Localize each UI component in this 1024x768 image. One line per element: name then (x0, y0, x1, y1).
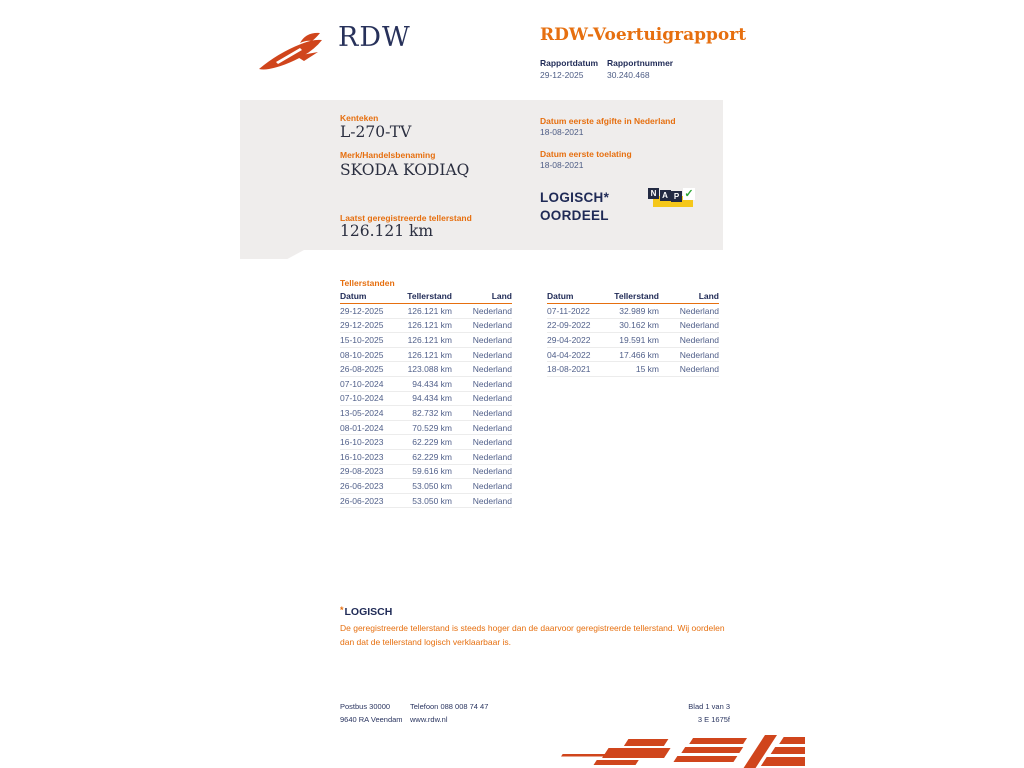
table-row (340, 435, 512, 450)
cell-land: Nederland (679, 349, 719, 360)
cell-datum: 08-10-2025 (340, 349, 384, 360)
table-row (340, 319, 512, 334)
cell-tellerstand: 32.989 km (619, 305, 659, 316)
kenteken-label: Kenteken (340, 113, 379, 123)
cell-tellerstand: 123.088 km (407, 364, 452, 375)
footer-website[interactable]: www.rdw.nl (410, 715, 448, 724)
col-header-land: Land (698, 291, 719, 301)
cell-tellerstand: 19.591 km (619, 334, 659, 345)
cell-land: Nederland (472, 393, 512, 404)
cell-tellerstand: 59.616 km (412, 466, 452, 477)
nap-checkmark-icon: ✓ (684, 188, 694, 200)
merk-value: SKODA KODIAQ (340, 161, 470, 179)
cell-datum: 16-10-2023 (340, 451, 384, 462)
table-row (340, 465, 512, 480)
tellerstanden-table-left (340, 291, 512, 508)
cell-land: Nederland (472, 466, 512, 477)
cell-land: Nederland (472, 422, 512, 433)
table-row (547, 362, 719, 377)
cell-tellerstand: 30.162 km (619, 320, 659, 331)
cell-datum: 18-08-2021 (547, 364, 591, 375)
nap-letter-n: N (648, 188, 659, 199)
cell-land: Nederland (472, 480, 512, 491)
logisch-footnote-text: De geregistreerde tellerstand is steeds hoger dan de daarvoor geregistreerde tellerstand. Wij oordelen dan dat de tellerstand logisch verklaarbaar is. (340, 623, 725, 647)
nap-letter-a: A (660, 190, 671, 201)
table-header-row (547, 291, 719, 304)
oordeel-line1: LOGISCH* (540, 190, 610, 205)
cell-tellerstand: 62.229 km (412, 451, 452, 462)
cell-land: Nederland (472, 407, 512, 418)
tellerstanden-table-right (547, 291, 719, 377)
laatst-tellerstand-value: 126.121 km (340, 222, 434, 240)
eerste-afgifte-label: Datum eerste afgifte in Nederland (540, 116, 676, 126)
cell-land: Nederland (679, 320, 719, 331)
cell-land: Nederland (472, 305, 512, 316)
table-row (547, 319, 719, 334)
col-header-datum: Datum (340, 291, 367, 301)
cell-land: Nederland (472, 437, 512, 448)
table-row (340, 421, 512, 436)
report-number-value: 30.240.468 (607, 70, 650, 80)
cell-land: Nederland (472, 364, 512, 375)
cell-datum: 07-10-2024 (340, 393, 384, 404)
cell-datum: 07-11-2022 (547, 305, 590, 316)
footer-phone: Telefoon 088 008 74 47 (410, 702, 489, 711)
cell-land: Nederland (679, 305, 719, 316)
rdw-logo-text: RDW (338, 22, 411, 53)
cell-datum: 13-05-2024 (340, 407, 384, 418)
table-row (547, 348, 719, 363)
cell-datum: 16-10-2023 (340, 437, 384, 448)
table-row (340, 377, 512, 392)
cell-tellerstand: 53.050 km (412, 480, 452, 491)
eerste-afgifte-value: 18-08-2021 (540, 127, 584, 137)
table-row (547, 304, 719, 319)
cell-datum: 04-04-2022 (547, 349, 591, 360)
cell-datum: 29-12-2025 (340, 320, 384, 331)
rdw-bird-logo-icon (256, 28, 332, 74)
cell-tellerstand: 94.434 km (412, 393, 452, 404)
eerste-toelating-label: Datum eerste toelating (540, 149, 632, 159)
report-date-label: Rapportdatum (540, 58, 599, 68)
cell-tellerstand: 126.121 km (407, 349, 452, 360)
cell-tellerstand: 62.229 km (412, 437, 452, 448)
cell-land: Nederland (679, 334, 719, 345)
page-title: RDW-Voertuigrapport (540, 25, 747, 45)
cell-land: Nederland (472, 451, 512, 462)
table-row (340, 304, 512, 319)
cell-datum: 29-12-2025 (340, 305, 384, 316)
table-header-row (340, 291, 512, 304)
table-row (340, 333, 512, 348)
cell-tellerstand: 126.121 km (407, 320, 452, 331)
laatst-tellerstand-label: Laatst geregistreerde tellerstand (340, 213, 472, 223)
eerste-toelating-value: 18-08-2021 (540, 160, 584, 170)
cell-tellerstand: 82.732 km (412, 407, 452, 418)
cell-land: Nederland (679, 364, 719, 375)
cell-tellerstand: 94.434 km (412, 378, 452, 389)
cell-tellerstand: 15 km (635, 364, 659, 375)
cell-datum: 29-04-2022 (547, 334, 591, 345)
cell-datum: 15-10-2025 (340, 334, 384, 345)
cell-tellerstand: 126.121 km (407, 334, 452, 345)
footer-postbus: Postbus 30000 (340, 702, 391, 711)
col-header-tellerstand: Tellerstand (407, 291, 452, 301)
cell-datum: 07-10-2024 (340, 378, 384, 389)
table-row (340, 406, 512, 421)
footer-page-info (600, 700, 730, 726)
table-body (340, 304, 512, 508)
cell-datum: 26-06-2023 (340, 480, 384, 491)
table-row (340, 392, 512, 407)
cell-datum: 22-09-2022 (547, 320, 591, 331)
footer-address (340, 700, 403, 726)
cell-land: Nederland (472, 378, 512, 389)
nap-logo (648, 185, 698, 209)
asterisk-marker: * (340, 605, 344, 615)
logisch-footnote-title: *LOGISCH (340, 605, 393, 618)
cell-tellerstand: 126.121 km (407, 305, 452, 316)
cell-datum: 26-06-2023 (340, 495, 384, 506)
cell-land: Nederland (472, 349, 512, 360)
footer-contact (410, 700, 488, 726)
nap-letter-p: P (671, 191, 682, 202)
footer-city: 9640 RA Veendam (340, 715, 403, 724)
table-row (547, 333, 719, 348)
col-header-land: Land (491, 291, 512, 301)
cell-datum: 29-08-2023 (340, 466, 384, 477)
cell-datum: 26-08-2025 (340, 364, 384, 375)
table-row (340, 494, 512, 509)
oordeel-verdict (540, 189, 609, 225)
cell-datum: 08-01-2024 (340, 422, 384, 433)
footer-form-code: 3 E 1675f (697, 715, 730, 724)
table-row (340, 348, 512, 363)
report-date-value: 29-12-2025 (540, 70, 584, 80)
table-row (340, 362, 512, 377)
vehicle-summary-panel-tab (240, 250, 304, 259)
col-header-datum: Datum (547, 291, 574, 301)
cell-land: Nederland (472, 495, 512, 506)
table-body (547, 304, 719, 377)
merk-label: Merk/Handelsbenaming (340, 150, 436, 160)
cell-land: Nederland (472, 334, 512, 345)
tellerstanden-title: Tellerstanden (340, 278, 395, 288)
cell-tellerstand: 53.050 km (412, 495, 452, 506)
footer-page-number: Blad 1 van 3 (688, 702, 730, 711)
oordeel-line2: OORDEEL (540, 208, 609, 223)
col-header-tellerstand: Tellerstand (614, 291, 659, 301)
cell-tellerstand: 70.529 km (412, 422, 452, 433)
table-row (340, 450, 512, 465)
cell-tellerstand: 17.466 km (619, 349, 659, 360)
table-row (340, 479, 512, 494)
kenteken-value: L-270-TV (340, 123, 412, 141)
rdw-wing-graphic (543, 735, 805, 768)
cell-land: Nederland (472, 320, 512, 331)
report-number-label: Rapportnummer (607, 58, 674, 68)
